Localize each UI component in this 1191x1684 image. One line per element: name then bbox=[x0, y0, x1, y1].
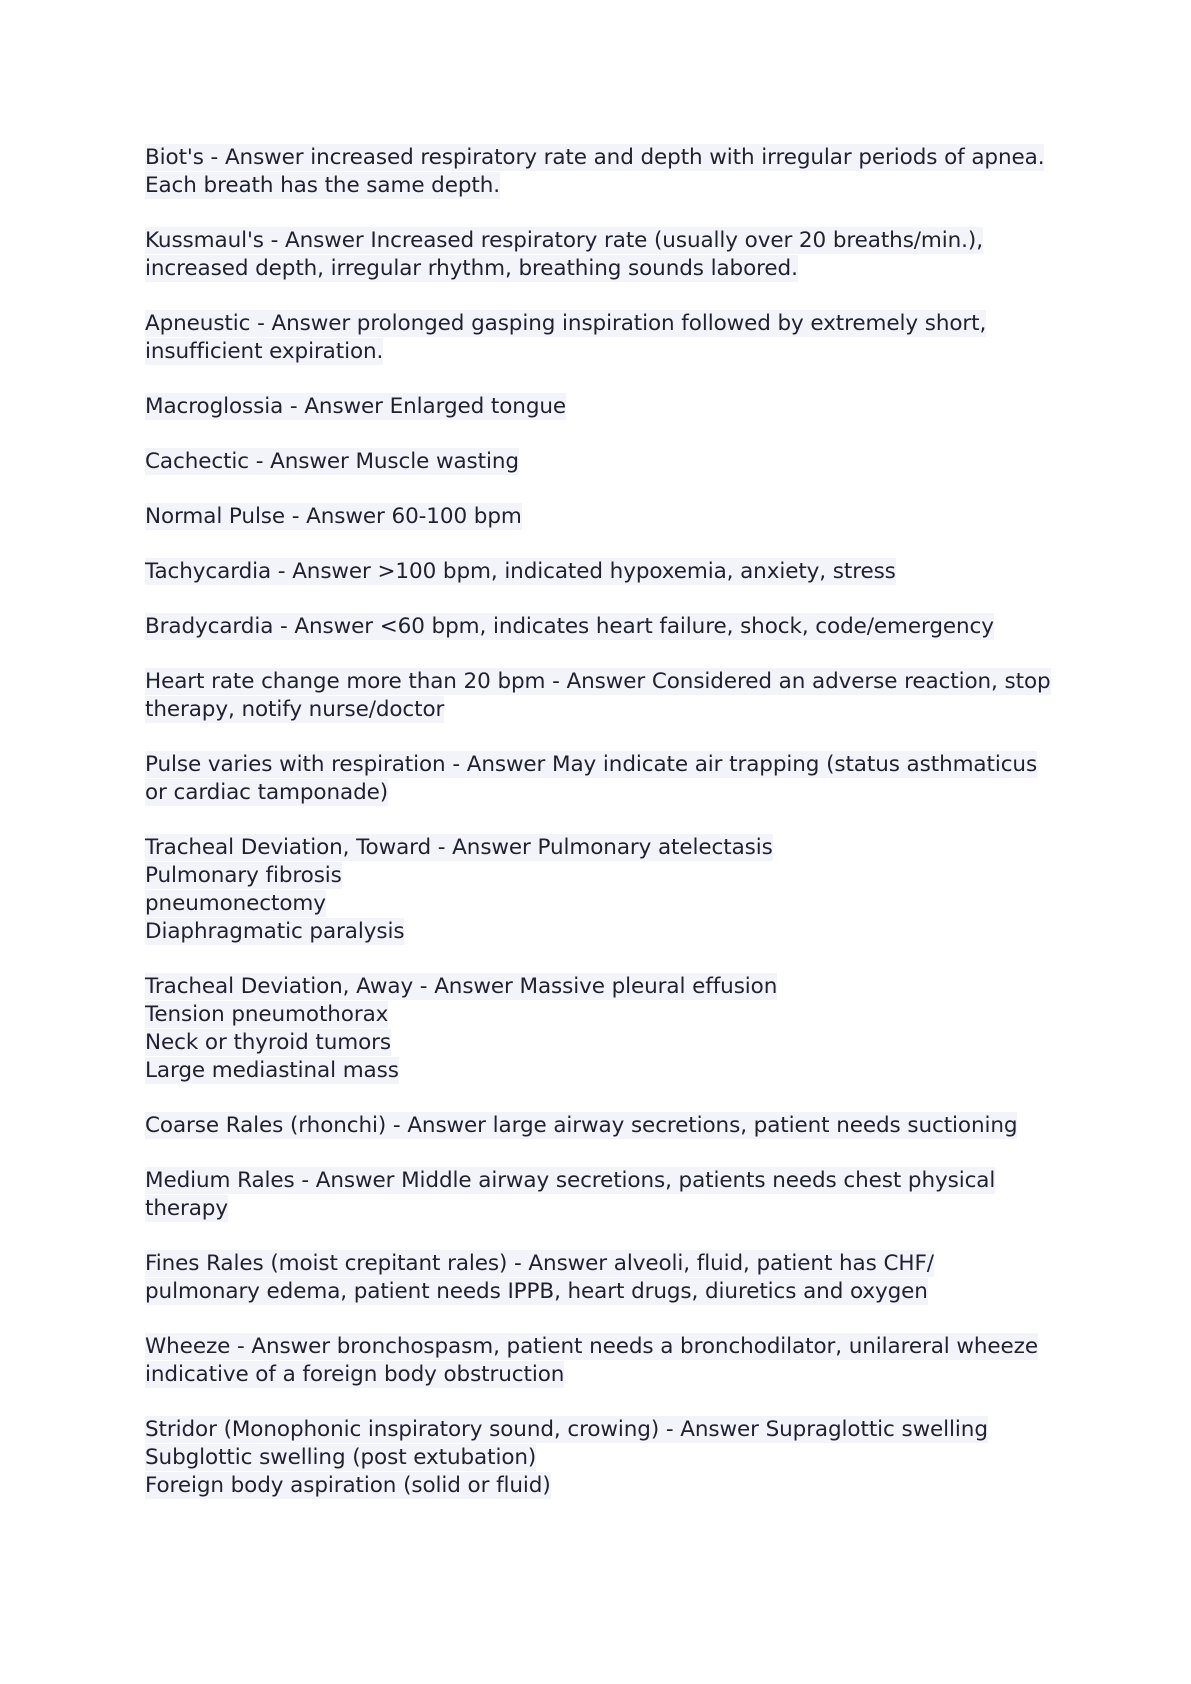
flashcard-entry-stridor bbox=[145, 1416, 1065, 1500]
entry-line: Cachectic - Answer Muscle wasting bbox=[145, 449, 519, 474]
entry-line: therapy, notify nurse/doctor bbox=[145, 697, 445, 722]
entry-line: Pulse varies with respiration - Answer May indicate air trapping (status asthmaticus bbox=[145, 752, 1038, 777]
entry-line: Tachycardia - Answer >100 bpm, indicated hypoxemia, anxiety, stress bbox=[145, 559, 896, 584]
flashcard-list bbox=[145, 144, 1065, 1527]
flashcard-entry-bradycardia bbox=[145, 613, 1065, 641]
flashcard-entry-tachycardia bbox=[145, 558, 1065, 586]
flashcard-entry-normal-pulse bbox=[145, 503, 1065, 531]
flashcard-entry-apneustic bbox=[145, 310, 1065, 366]
entry-line: Pulmonary fibrosis bbox=[145, 863, 342, 888]
flashcard-entry-medium-rales bbox=[145, 1167, 1065, 1223]
flashcard-entry-biots bbox=[145, 144, 1065, 200]
entry-line: Kussmaul's - Answer Increased respiratory rate (usually over 20 breaths/min.), bbox=[145, 228, 983, 253]
flashcard-entry-cachectic bbox=[145, 448, 1065, 476]
entry-line: Each breath has the same depth. bbox=[145, 173, 500, 198]
entry-line: indicative of a foreign body obstruction bbox=[145, 1362, 565, 1387]
entry-line: insufficient expiration. bbox=[145, 339, 384, 364]
entry-line: Apneustic - Answer prolonged gasping inspiration followed by extremely short, bbox=[145, 311, 987, 336]
flashcard-entry-macroglossia bbox=[145, 393, 1065, 421]
flashcard-entry-pulse-varies bbox=[145, 751, 1065, 807]
flashcard-entry-tracheal-deviation-toward bbox=[145, 834, 1065, 946]
entry-line: Coarse Rales (rhonchi) - Answer large airway secretions, patient needs suctioning bbox=[145, 1113, 1018, 1138]
entry-line: increased depth, irregular rhythm, breathing sounds labored. bbox=[145, 256, 798, 281]
flashcard-entry-coarse-rales bbox=[145, 1112, 1065, 1140]
entry-line: pulmonary edema, patient needs IPPB, heart drugs, diuretics and oxygen bbox=[145, 1279, 928, 1304]
entry-line: therapy bbox=[145, 1196, 228, 1221]
flashcard-entry-kussmauls bbox=[145, 227, 1065, 283]
entry-line: Tracheal Deviation, Away - Answer Massive pleural effusion bbox=[145, 974, 778, 999]
entry-line: Fines Rales (moist crepitant rales) - Answer alveoli, fluid, patient has CHF/ bbox=[145, 1251, 934, 1276]
flashcard-entry-wheeze bbox=[145, 1333, 1065, 1389]
entry-line: pneumonectomy bbox=[145, 891, 326, 916]
entry-line: Tracheal Deviation, Toward - Answer Pulmonary atelectasis bbox=[145, 835, 773, 860]
entry-line: Subglottic swelling (post extubation) bbox=[145, 1445, 537, 1470]
entry-line: Macroglossia - Answer Enlarged tongue bbox=[145, 394, 567, 419]
entry-line: or cardiac tamponade) bbox=[145, 780, 389, 805]
entry-line: Neck or thyroid tumors bbox=[145, 1030, 391, 1055]
entry-line: Foreign body aspiration (solid or fluid) bbox=[145, 1473, 551, 1498]
entry-line: Large mediastinal mass bbox=[145, 1058, 399, 1083]
entry-line: Tension pneumothorax bbox=[145, 1002, 389, 1027]
entry-line: Wheeze - Answer bronchospasm, patient needs a bronchodilator, unilareral wheeze bbox=[145, 1334, 1038, 1359]
entry-line: Heart rate change more than 20 bpm - Answer Considered an adverse reaction, stop bbox=[145, 669, 1051, 694]
entry-line: Biot's - Answer increased respiratory rate and depth with irregular periods of apnea. bbox=[145, 145, 1045, 170]
entry-line: Diaphragmatic paralysis bbox=[145, 919, 405, 944]
entry-line: Stridor (Monophonic inspiratory sound, crowing) - Answer Supraglottic swelling bbox=[145, 1417, 988, 1442]
flashcard-entry-fine-rales bbox=[145, 1250, 1065, 1306]
flashcard-entry-tracheal-deviation-away bbox=[145, 973, 1065, 1085]
flashcard-entry-heart-rate-change bbox=[145, 668, 1065, 724]
entry-line: Normal Pulse - Answer 60-100 bpm bbox=[145, 504, 522, 529]
entry-line: Medium Rales - Answer Middle airway secretions, patients needs chest physical bbox=[145, 1168, 996, 1193]
entry-line: Bradycardia - Answer <60 bpm, indicates heart failure, shock, code/emergency bbox=[145, 614, 994, 639]
